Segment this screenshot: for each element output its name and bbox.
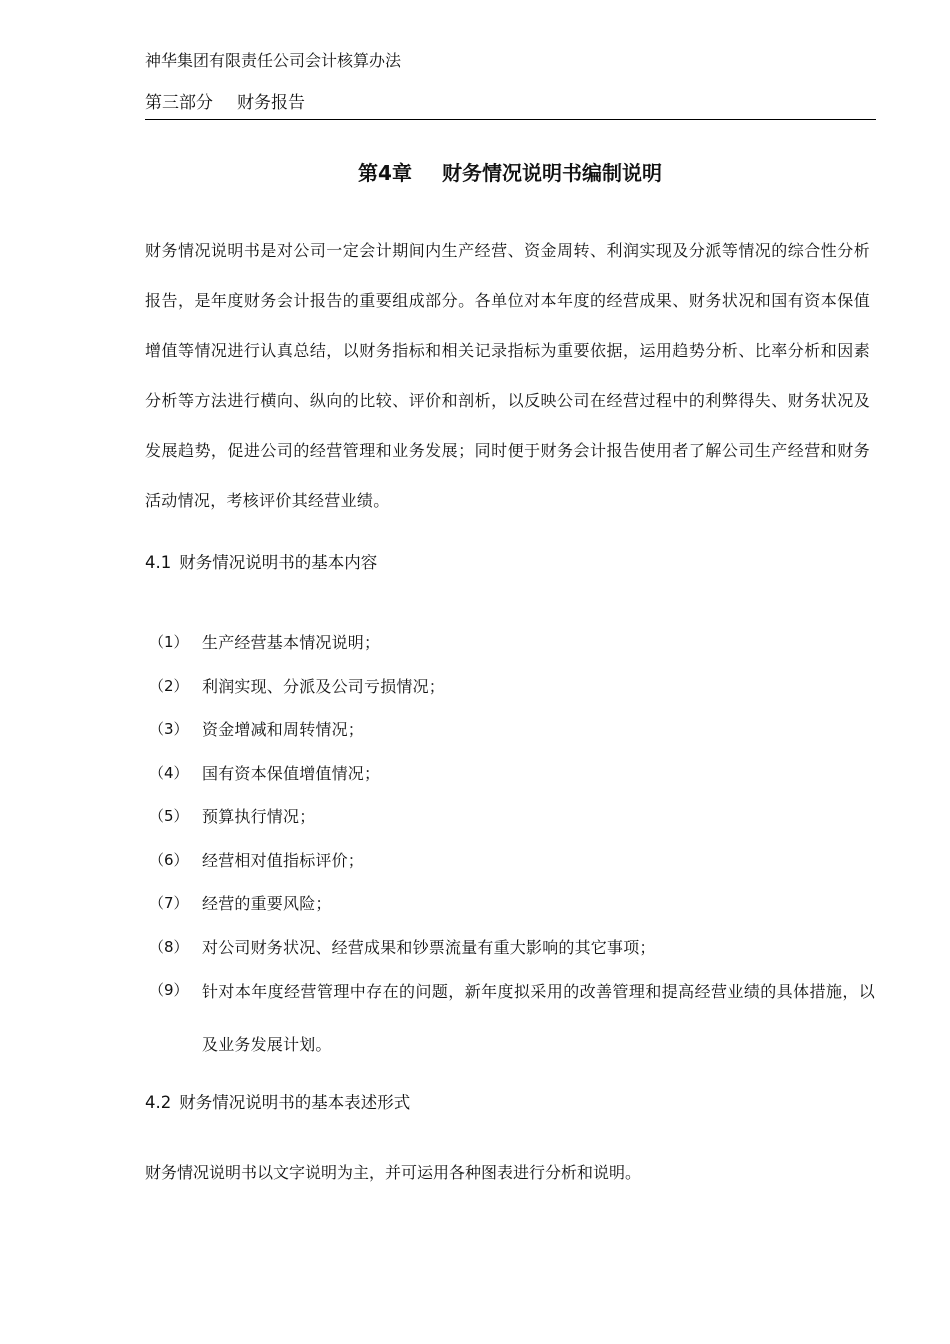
list-item xyxy=(145,795,875,839)
list-item-index: （9） xyxy=(149,981,189,999)
list-item xyxy=(145,752,875,796)
list-item xyxy=(145,882,875,926)
section-number: 4.1 xyxy=(145,553,172,572)
part-number: 第三部分 xyxy=(145,93,213,113)
list-item-text: 生产经营基本情况说明； xyxy=(202,633,381,652)
section-title: 财务情况说明书的基本内容 xyxy=(179,553,378,572)
list-item xyxy=(145,665,875,709)
list-item-index: （4） xyxy=(149,763,189,782)
list-item-text: 经营相对值指标评价； xyxy=(202,850,365,870)
list-item-index: （2） xyxy=(149,676,189,695)
part-heading xyxy=(145,92,305,114)
section-4-1-heading xyxy=(145,551,377,575)
section-4-2-paragraph: 财务情况说明书以文字说明为主，并可运用各种图表进行分析和说明。 xyxy=(145,1163,642,1182)
list-item-index: （1） xyxy=(149,633,189,651)
document-title: 神华集团有限责任公司会计核算办法 xyxy=(145,51,402,70)
list-item-text: 利润实现、分派及公司亏损情况； xyxy=(202,676,446,696)
section-4-2-heading xyxy=(145,1091,410,1115)
list-item xyxy=(145,708,875,752)
list-item xyxy=(145,621,875,665)
list-item-text: 预算执行情况； xyxy=(202,807,316,826)
list-item xyxy=(145,965,875,1071)
chapter-title xyxy=(0,159,950,187)
list-item-index: （3） xyxy=(149,720,189,738)
part-title: 财务报告 xyxy=(237,93,305,113)
chapter-number: 第4章 xyxy=(358,161,412,185)
list-item-index: （6） xyxy=(149,850,189,869)
list-item-text: 经营的重要风险； xyxy=(202,894,332,913)
section-number: 4.2 xyxy=(145,1093,172,1112)
list-item-text: 资金增减和周转情况； xyxy=(202,720,365,739)
list-item-text: 对公司财务状况、经营成果和钞票流量有重大影响的其它事项； xyxy=(202,937,656,957)
list-item-index: （5） xyxy=(149,807,189,825)
list-item xyxy=(145,926,875,970)
chapter-name: 财务情况说明书编制说明 xyxy=(441,161,662,185)
intro-paragraph: 财务情况说明书是对公司一定会计期间内生产经营、资金周转、利润实现及分派等情况的综合性分析报告，是年度财务会计报告的重要组成部分。各单位对本年度的经营成果、财务状况和国有资本保值增值等情况进行认真总结，以财务指标和相关记录指标为重要依据，运用趋势分析、比率分析和因素分析等方法进行横向、纵向的比较、评价和剖析，以反映公司在经营过程中的利弊得失、财务状况及发展趋势，促进公司的经营管理和业务发展；同时便于财务会计报告使用者了解公司生产经营和财务活动情况，考核评价其经营业绩。 xyxy=(145,241,870,510)
content-list xyxy=(145,621,875,1071)
list-item-text: 国有资本保值增值情况； xyxy=(202,763,381,783)
list-item xyxy=(145,839,875,883)
list-item-index: （7） xyxy=(149,894,189,912)
section-title: 财务情况说明书的基本表述形式 xyxy=(179,1093,411,1112)
header-divider xyxy=(145,119,876,120)
list-item-index: （8） xyxy=(149,937,189,956)
list-item-text: 针对本年度经营管理中存在的问题，新年度拟采用的改善管理和提高经营业绩的具体措施，以及业务发展计划。 xyxy=(202,982,875,1054)
